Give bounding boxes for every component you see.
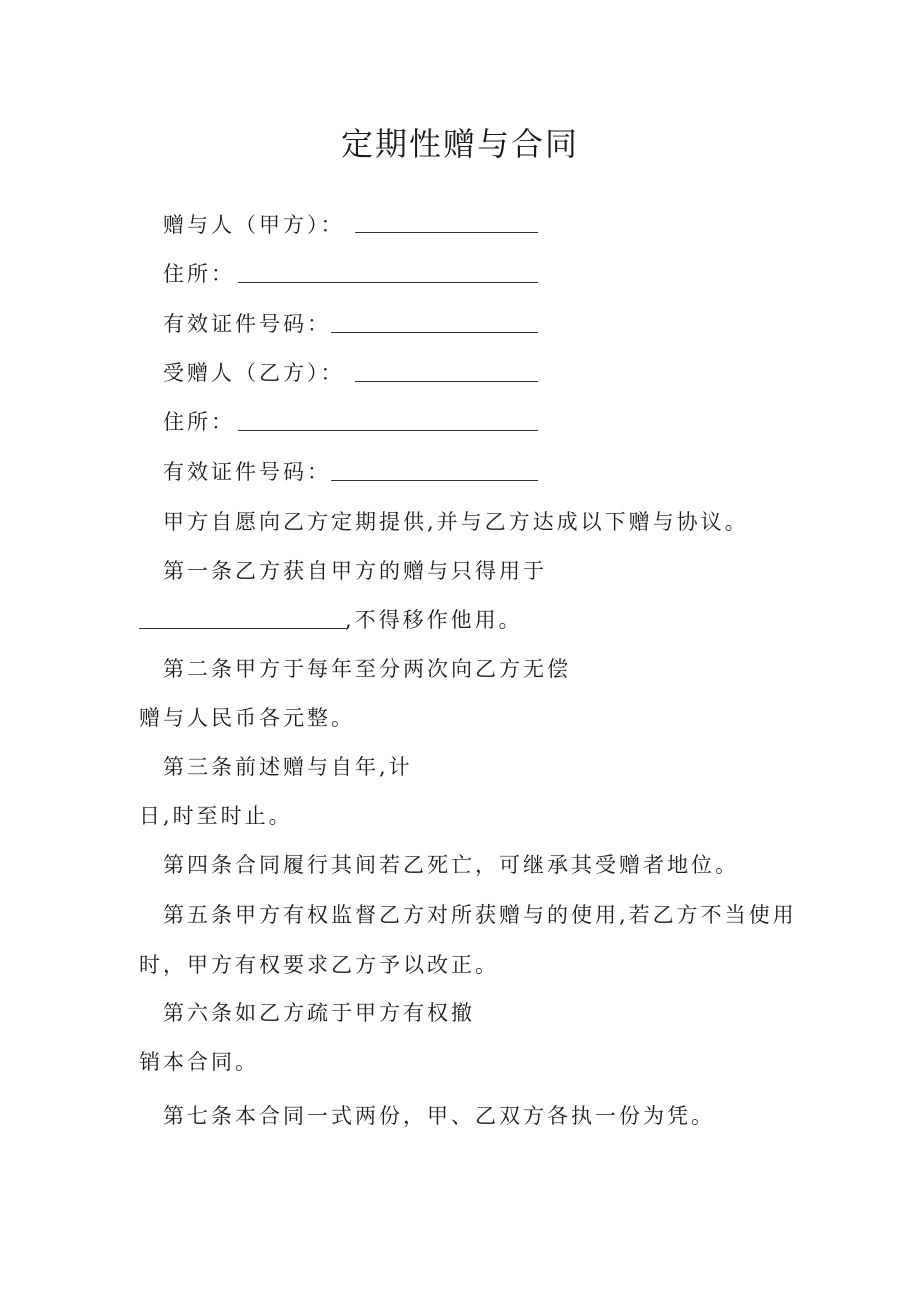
donor-address-blank: [238, 282, 538, 283]
donee-blank: [355, 381, 538, 382]
donee-address-blank: [238, 430, 538, 431]
clause-1-line-2: ,不得移作他用。: [345, 608, 523, 632]
clause-6-line-1: 第六条如乙方疏于甲方有权撤: [163, 1001, 475, 1025]
intro-paragraph: 甲方自愿向乙方定期提供,并与乙方达成以下赠与协议。: [163, 510, 749, 534]
donor-id-blank: [331, 332, 538, 333]
donee-id-blank: [331, 480, 538, 481]
clause-4: 第四条合同履行其间若乙死亡，可继承其受赠者地位。: [163, 853, 739, 877]
donor-blank: [355, 232, 538, 233]
clause-1-blank: [139, 628, 346, 629]
clause-6-line-2: 销本合同。: [139, 1050, 259, 1074]
clause-5-line-1: 第五条甲方有权监督乙方对所获赠与的使用,若乙方不当使用: [163, 903, 797, 927]
clause-3-line-1: 第三条前述赠与自年,计: [163, 755, 413, 779]
clause-7: 第七条本合同一式两份，甲、乙双方各执一份为凭。: [163, 1104, 715, 1128]
clause-2-line-1: 第二条甲方于每年至分两次向乙方无偿: [163, 657, 571, 681]
donee-label: 受赠人（乙方）：: [163, 361, 345, 385]
donor-address-label: 住所：: [163, 262, 235, 286]
clause-2-line-2: 赠与人民币各元整。: [139, 706, 355, 730]
clause-1-line-1: 第一条乙方获自甲方的赠与只得用于: [163, 559, 547, 583]
donor-id-label: 有效证件号码：: [163, 312, 331, 336]
donee-id-label: 有效证件号码：: [163, 460, 331, 484]
page-title: 定期性赠与合同: [340, 125, 579, 163]
clause-3-line-2: 日,时至时止。: [139, 804, 293, 828]
clause-5-line-2: 时，甲方有权要求乙方予以改正。: [139, 953, 499, 977]
donee-address-label: 住所：: [163, 410, 235, 434]
donor-label: 赠与人（甲方）：: [163, 213, 345, 237]
